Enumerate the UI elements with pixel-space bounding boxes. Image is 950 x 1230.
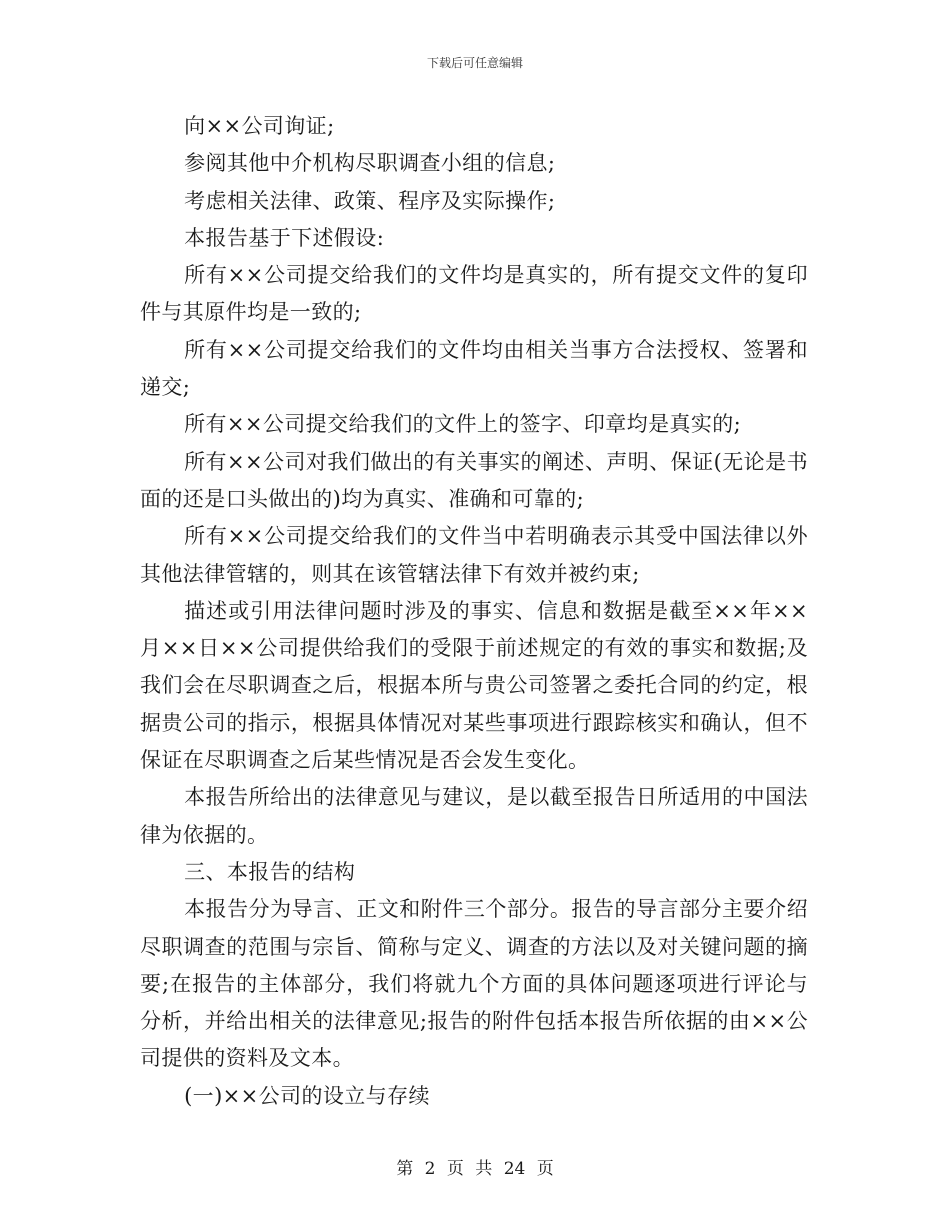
paragraph: 所有××公司提交给我们的文件上的签字、印章均是真实的; bbox=[184, 412, 742, 437]
page-header: 下载后可任意编辑 bbox=[426, 56, 523, 70]
paragraph: 参阅其他中介机构尽职调查小组的信息; bbox=[184, 151, 556, 176]
paragraph: 描述或引用法律问题时涉及的事实、信息和数据是截至××年××月××日××公司提供给我们的受限于前述规定的有效的事实和数据;及我们会在尽职调查之后，根据本所与贵公司签署之委托合同的约定，根据贵公司的指示，根据具体情况对某些事项进行跟踪核实和确认，但不保证在尽职调查之后某些情况是否会发生变化。 bbox=[140, 598, 808, 773]
paragraph: 本报告基于下述假设: bbox=[184, 225, 385, 250]
paragraph: 考虑相关法律、政策、程序及实际操作; bbox=[184, 188, 556, 213]
document-body bbox=[140, 108, 808, 1115]
subsection-heading: (一)××公司的设立与存续 bbox=[184, 1083, 430, 1108]
paragraph: 向××公司询证; bbox=[184, 114, 335, 138]
paragraph: 所有××公司对我们做出的有关事实的阐述、声明、保证(无论是书面的还是口头做出的)均为真实、准确和可靠的; bbox=[140, 449, 808, 511]
paragraph: 所有××公司提交给我们的文件当中若明确表示其受中国法律以外其他法律管辖的，则其在该管辖法律下有效并被约束; bbox=[140, 524, 808, 586]
paragraph: 所有××公司提交给我们的文件均是真实的，所有提交文件的复印件与其原件均是一致的; bbox=[140, 263, 808, 325]
paragraph: 所有××公司提交给我们的文件均由相关当事方合法授权、签署和递交; bbox=[140, 337, 808, 400]
page-footer: 第 2 页 共 24 页 bbox=[396, 1159, 554, 1179]
paragraph: 本报告所给出的法律意见与建议，是以截至报告日所适用的中国法律为依据的。 bbox=[140, 785, 808, 847]
paragraph: 本报告分为导言、正文和附件三个部分。报告的导言部分主要介绍尽职调查的范围与宗旨、简称与定义、调查的方法以及对关键问题的摘要;在报告的主体部分，我们将就九个方面的具体问题逐项进行评论与分析，并给出相关的法律意见;报告的附件包括本报告所依据的由××公司提供的资料及文本。 bbox=[140, 897, 808, 1071]
section-heading: 三、本报告的结构 bbox=[184, 859, 356, 884]
